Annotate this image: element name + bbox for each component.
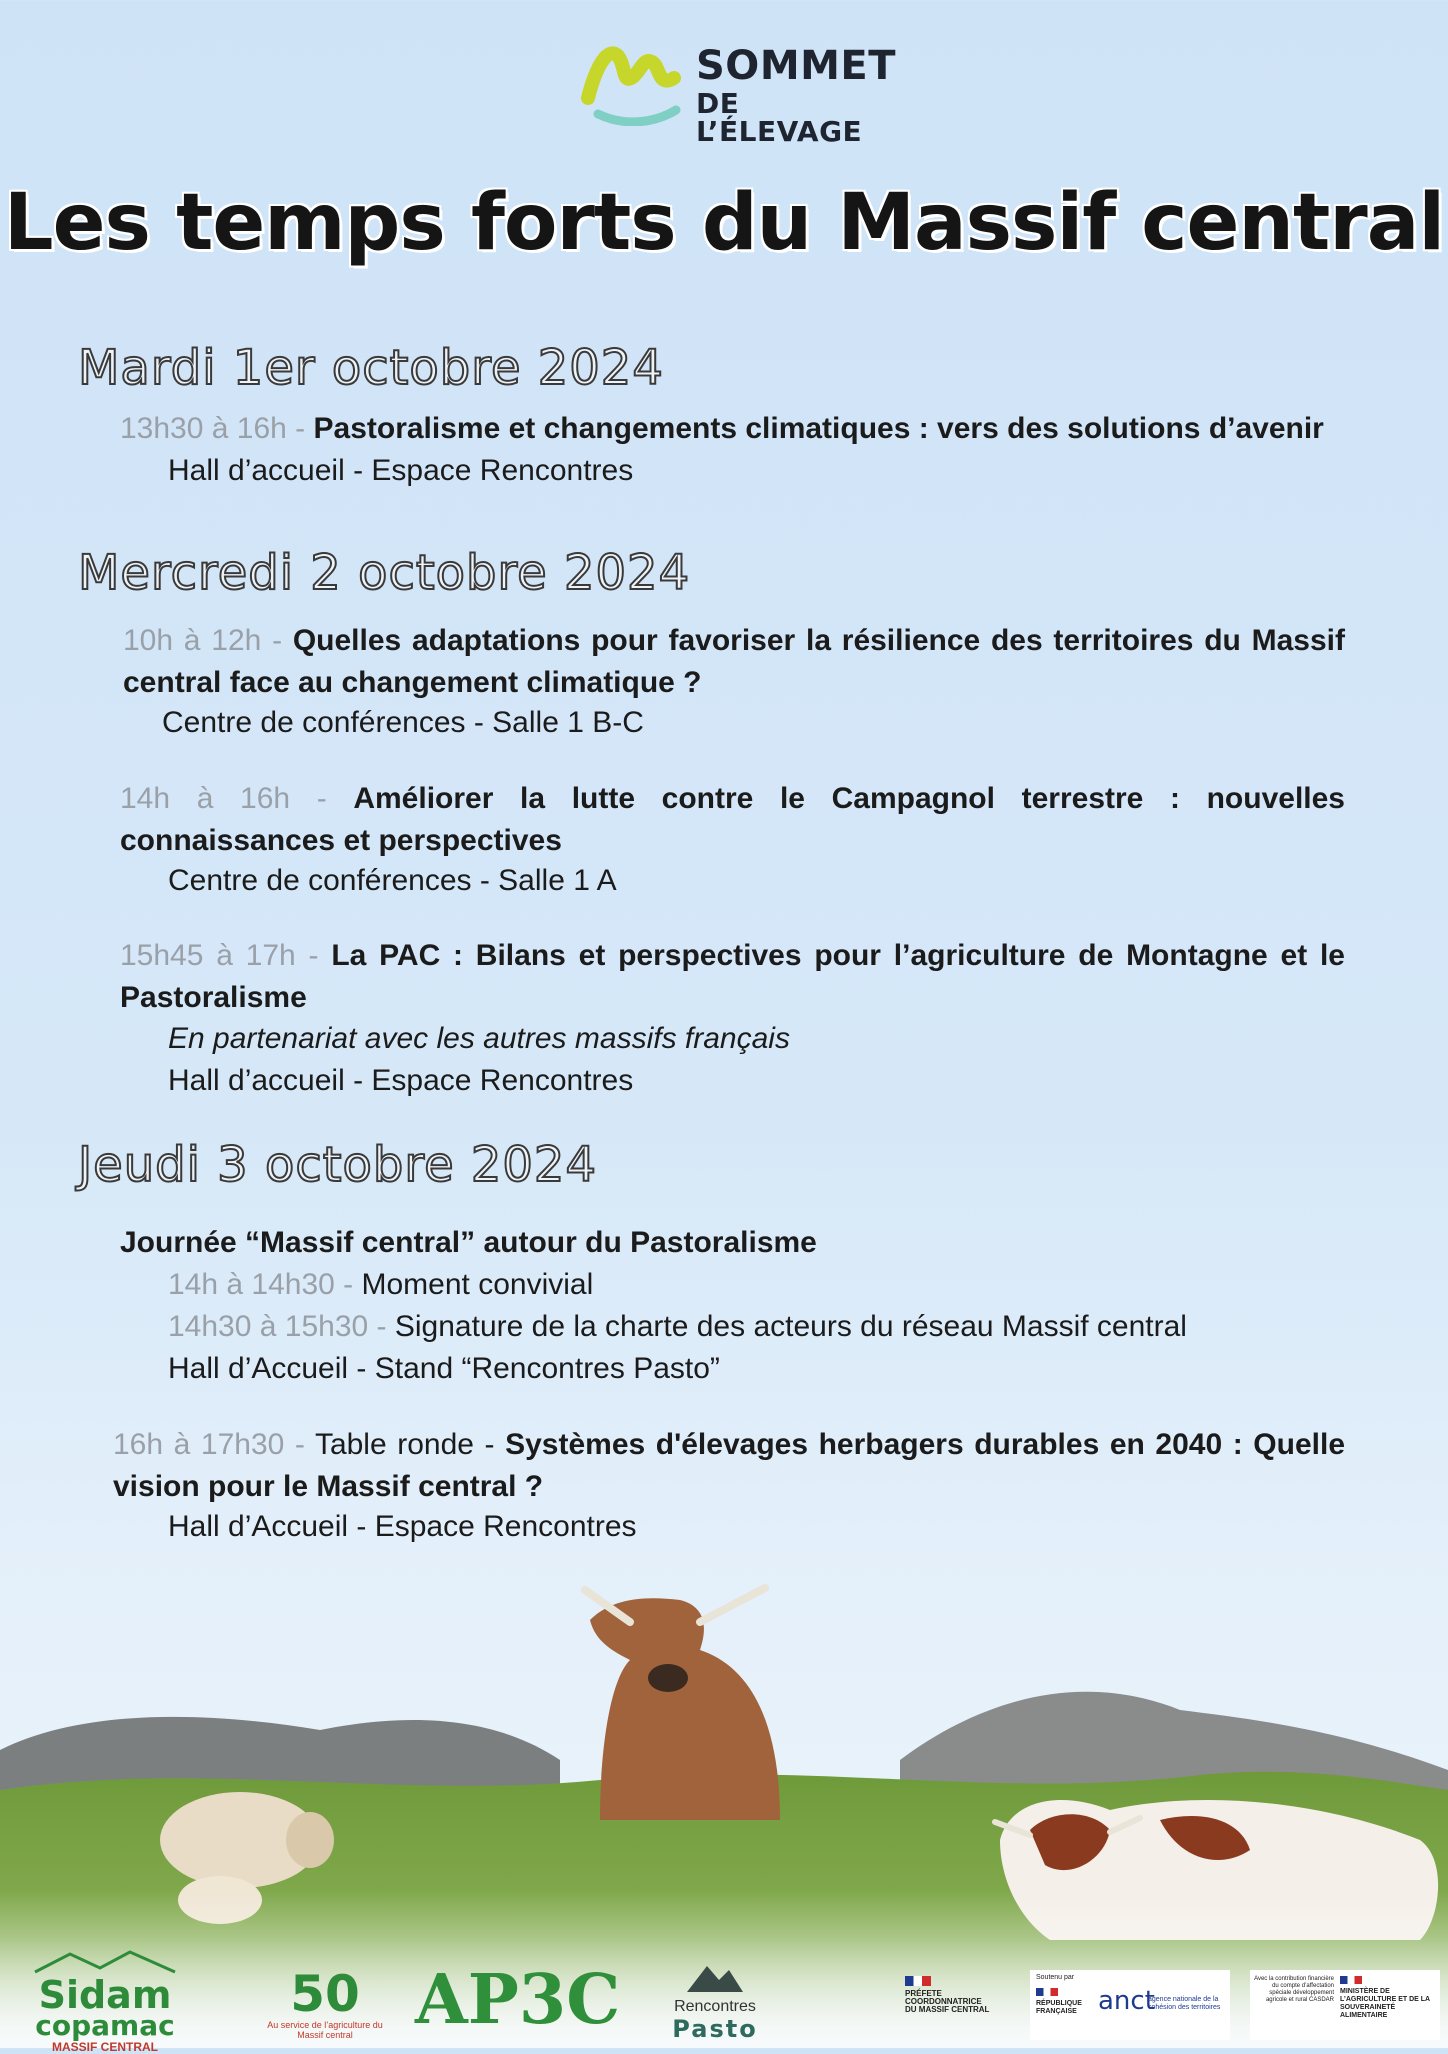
event-2-para: [123, 620, 1345, 704]
cow-muzzle: [648, 1664, 688, 1692]
anct-desc: agence nationale de la cohésion des territoires: [1148, 1996, 1221, 2011]
event-4-para: [120, 935, 1345, 1019]
prefete-line3: DU MASSIF CENTRAL: [905, 2005, 990, 2014]
item-text: Signature de la charte des acteurs du réseau Massif central: [394, 1310, 1187, 1343]
journee-item-2: [168, 1310, 1187, 1344]
event-time: 10h à 12h -: [123, 624, 283, 657]
anct-soutenu: Soutenu par: [1036, 1974, 1075, 1981]
pasto-line1: Rencontres: [674, 1998, 756, 2015]
item-time: 14h à 14h30 -: [168, 1268, 354, 1301]
event-5-para: [113, 1424, 1345, 1508]
logo-line2: DE L’ÉLEVAGE: [696, 87, 863, 148]
event-place: Hall d’Accueil - Espace Rencontres: [168, 1510, 637, 1543]
day-heading-1: Mardi 1er octobre 2024: [78, 340, 664, 396]
rencontres-pasto-logo: [660, 1960, 770, 2042]
sidam-mountain-icon: [30, 1950, 180, 1974]
item-time: 14h30 à 15h30 -: [168, 1310, 387, 1343]
sommet-logo: [578, 36, 897, 148]
event-title: Améliorer la lutte contre le Campagnol terrestre : nouvelles connaissances et perspectives: [120, 782, 1345, 857]
marianne-icon: [1036, 1988, 1058, 1996]
sidam-line2: copamac: [35, 2009, 175, 2042]
event-time: 14h à 16h -: [120, 782, 327, 815]
event-title: Quelles adaptations pour favoriser la résilience des territoires du Massif central face au changement climatique ?: [123, 624, 1345, 699]
day-heading-2: Mercredi 2 octobre 2024: [78, 545, 691, 601]
prefete-logo: [905, 1976, 1015, 2014]
event-title: Pastoralisme et changements climatiques : vers des solutions d’avenir: [313, 412, 1324, 445]
anct-wordmark: anct: [1098, 1986, 1155, 2016]
event-prefix: Table ronde -: [314, 1428, 495, 1461]
journee-place: Hall d’Accueil - Stand “Rencontres Pasto”: [168, 1352, 720, 1385]
sidam-line3: MASSIF CENTRAL: [52, 2040, 158, 2054]
event-time: 13h30 à 16h -: [120, 412, 306, 445]
fifty-number: 50: [290, 1965, 360, 2023]
event-time: 15h45 à 17h -: [120, 939, 319, 972]
fifty-caption: Au service de l’agriculture du Massif central: [267, 2020, 383, 2040]
pasto-mountain-icon: [685, 1960, 745, 1994]
event-place: Hall d’accueil - Espace Rencontres: [168, 1064, 634, 1097]
event-3-para: [120, 778, 1345, 862]
sidam-line1: Sidam: [38, 1973, 172, 2017]
marianne-icon: [905, 1976, 931, 1986]
event-place: Centre de conférences - Salle 1 A: [168, 864, 617, 897]
ministere-left: Avec la contribution financière du compte d’affectation spéciale développement agricole et rural CASDAR: [1254, 1976, 1334, 2003]
page-title: Les temps forts du Massif central: [3, 178, 1445, 268]
event-title: Systèmes d'élevages herbagers durables en 2040 : Quelle vision pour le Massif central ?: [113, 1428, 1346, 1503]
logo-line1: SOMMET: [696, 43, 897, 89]
pasto-line2: Pasto: [672, 2015, 758, 2043]
sidam-logo: [20, 1950, 190, 2054]
event-place: Hall d’accueil - Espace Rencontres: [168, 454, 634, 487]
event-place: Centre de conférences - Salle 1 B-C: [162, 706, 644, 739]
sommet-logo-mark-icon: [578, 36, 688, 126]
day-heading-3: Jeudi 3 octobre 2024: [78, 1137, 598, 1193]
brown-cow: [590, 1598, 780, 1820]
event-time: 16h à 17h30 -: [113, 1428, 305, 1461]
event-title: La PAC : Bilans et perspectives pour l’agriculture de Montagne et le Pastoralisme: [120, 939, 1345, 1014]
sheep-head: [286, 1812, 334, 1868]
prefete-line1: PRÉFETE: [905, 1989, 942, 1998]
journee-item-1: [168, 1268, 593, 1302]
prefete-line2: COORDONNATRICE: [905, 1997, 982, 2006]
ministere-logo: [1250, 1970, 1440, 2040]
event-note: En partenariat avec les autres massifs français: [168, 1022, 790, 1055]
marianne-icon: [1340, 1976, 1362, 1984]
sommet-logo-text: [696, 43, 897, 148]
journee-title: Journée “Massif central” autour du Pastoralisme: [120, 1226, 817, 1259]
ministere-right: MINISTÈRE DE L’AGRICULTURE ET DE LA SOUVERAINETÉ ALIMENTAIRE: [1340, 1988, 1430, 2019]
event-1-line: [120, 412, 1324, 446]
partners-bar: [0, 1930, 1448, 2054]
ap3c-logo: AP3C: [415, 1960, 621, 2040]
anct-rep: RÉPUBLIQUE FRANÇAISE: [1036, 2000, 1082, 2015]
anct-logo: [1030, 1970, 1230, 2040]
item-text: Moment convivial: [361, 1268, 594, 1301]
fifty-years-logo: [265, 1965, 385, 2040]
